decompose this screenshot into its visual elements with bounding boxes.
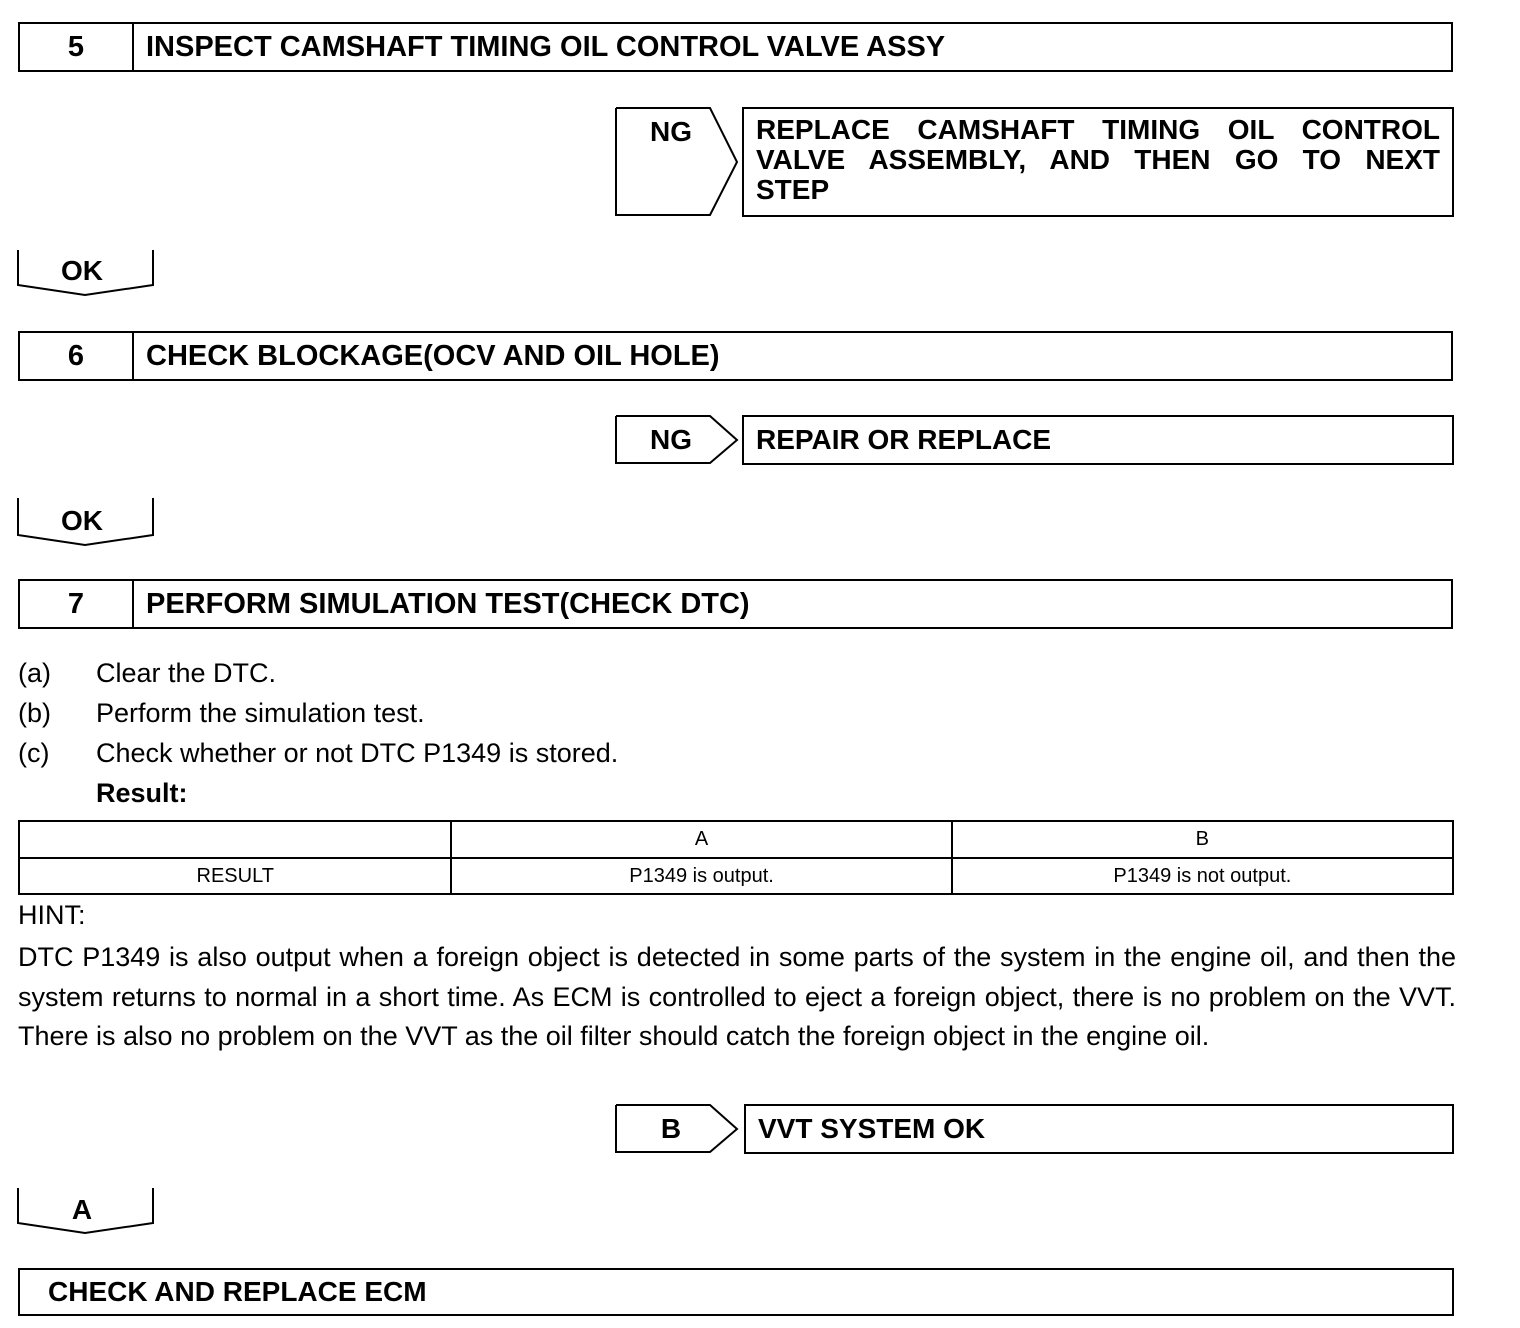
ng-label: NG — [650, 424, 692, 455]
action-line-1: REPLACE CAMSHAFT TIMING OIL CONTROL — [756, 114, 1440, 145]
table-cell: RESULT — [19, 858, 451, 894]
step-number: 6 — [20, 333, 134, 379]
table-header-cell: B — [952, 821, 1453, 858]
vvt-ok-box: VVT SYSTEM OK — [744, 1104, 1454, 1154]
table-cell: P1349 is not output. — [952, 858, 1453, 894]
table-cell: P1349 is output. — [451, 858, 951, 894]
procedure-item — [18, 658, 1018, 692]
ok-label: OK — [61, 505, 103, 536]
final-action-box: CHECK AND REPLACE ECM — [18, 1268, 1454, 1316]
step-title: INSPECT CAMSHAFT TIMING OIL CONTROL VALVE ASSY — [146, 30, 946, 63]
hint-label: HINT: — [18, 900, 86, 930]
procedure-tag: (a) — [18, 658, 51, 688]
procedure-tag: (b) — [18, 698, 51, 728]
procedure-text: Perform the simulation test. — [96, 698, 425, 728]
step-title: PERFORM SIMULATION TEST(CHECK DTC) — [146, 587, 750, 620]
step-title: CHECK BLOCKAGE(OCV AND OIL HOLE) — [146, 339, 720, 372]
procedure-tag: (c) — [18, 738, 50, 768]
a-label: A — [71, 1194, 93, 1225]
ok-label: OK — [61, 255, 103, 286]
step-5-header — [18, 22, 1453, 72]
procedure-item — [18, 698, 1018, 732]
table-header-cell — [19, 821, 451, 858]
step-7-header — [18, 579, 1453, 629]
hint-text: DTC P1349 is also output when a foreign object is detected in some parts of the system in the engine oil, and then the system returns to normal in a short time. As ECM is controlled to eject a foreign object, there is no problem on the VVT. There is also no problem on the VVT as the oil filter should catch the foreign object in the engine oil. — [18, 942, 1456, 1051]
ng-label: NG — [650, 116, 692, 147]
result-table — [18, 820, 1454, 893]
step-6-header — [18, 331, 1453, 381]
procedure-item — [18, 738, 1018, 772]
table-header-cell: A — [451, 821, 951, 858]
b-label: B — [660, 1113, 682, 1144]
procedure-text: Clear the DTC. — [96, 658, 277, 688]
action-line-2: VALVE ASSEMBLY, AND THEN GO TO NEXT — [756, 144, 1440, 175]
procedure-text: Check whether or not DTC P1349 is stored. — [96, 738, 619, 768]
step-number: 7 — [20, 581, 134, 627]
action-line-3: STEP — [756, 174, 830, 205]
result-label: Result: — [96, 778, 188, 808]
repair-replace-box: REPAIR OR REPLACE — [742, 415, 1454, 465]
step-number: 5 — [20, 24, 134, 70]
replace-ocv-box — [742, 107, 1454, 217]
